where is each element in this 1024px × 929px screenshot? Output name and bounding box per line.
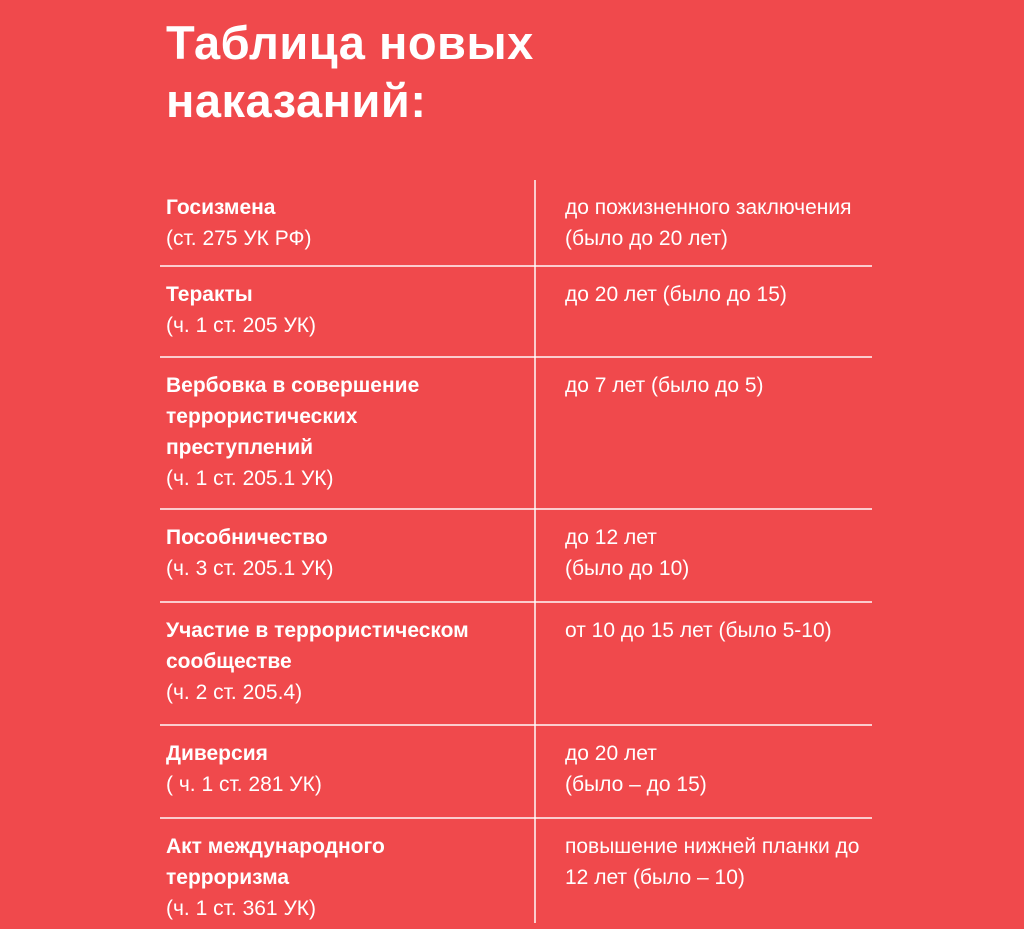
penalty-cell <box>535 726 872 817</box>
table-row <box>160 180 872 267</box>
penalty-text: до 7 лет (было до 5) <box>565 374 764 397</box>
offense-article: (ч. 3 ст. 205.1 УК) <box>166 557 334 580</box>
table-row <box>160 510 872 603</box>
offense-article: ( ч. 1 ст. 281 УК) <box>166 773 322 796</box>
offense-cell <box>160 180 535 265</box>
penalty-text: от 10 до 15 лет (было 5-10) <box>565 619 832 642</box>
offense-name: Участие в террористическом сообществе <box>166 619 469 673</box>
offense-article: (ч. 1 ст. 205 УК) <box>166 314 317 337</box>
title-line-2: наказаний: <box>166 74 427 127</box>
table-row <box>160 358 872 510</box>
offense-cell <box>160 726 535 817</box>
offense-cell <box>160 358 535 508</box>
table-row <box>160 603 872 726</box>
table-row <box>160 819 872 929</box>
offense-name: Пособничество <box>166 526 328 549</box>
penalty-cell <box>535 819 872 929</box>
offense-name: Госизмена <box>166 196 276 219</box>
penalty-text: до пожизненного заключения (было до 20 лет) <box>565 196 852 250</box>
penalty-text: до 20 лет (было до 15) <box>565 283 787 306</box>
penalty-text: до 20 лет (было – до 15) <box>565 742 707 796</box>
page-title <box>166 14 534 130</box>
penalty-cell <box>535 358 872 508</box>
offense-article: (ст. 275 УК РФ) <box>166 227 312 250</box>
penalty-text: повышение нижней планки до 12 лет (было – 10) <box>565 835 860 889</box>
offense-name: Вербовка в совершение террористических преступлений <box>166 374 420 459</box>
offense-article: (ч. 2 ст. 205.4) <box>166 681 303 704</box>
offense-name: Теракты <box>166 283 253 306</box>
offense-cell <box>160 510 535 601</box>
offense-cell <box>160 819 535 929</box>
table-row <box>160 267 872 358</box>
table-row <box>160 726 872 819</box>
penalty-cell <box>535 267 872 356</box>
penalty-text: до 12 лет (было до 10) <box>565 526 690 580</box>
penalty-cell <box>535 180 872 265</box>
title-line-1: Таблица новых <box>166 16 534 69</box>
offense-cell <box>160 603 535 724</box>
offense-cell <box>160 267 535 356</box>
penalties-table <box>160 180 872 929</box>
penalty-cell <box>535 603 872 724</box>
offense-name: Диверсия <box>166 742 268 765</box>
offense-article: (ч. 1 ст. 205.1 УК) <box>166 467 334 490</box>
penalty-cell <box>535 510 872 601</box>
offense-article: (ч. 1 ст. 361 УК) <box>166 897 317 920</box>
offense-name: Акт международного терроризма <box>166 835 385 889</box>
